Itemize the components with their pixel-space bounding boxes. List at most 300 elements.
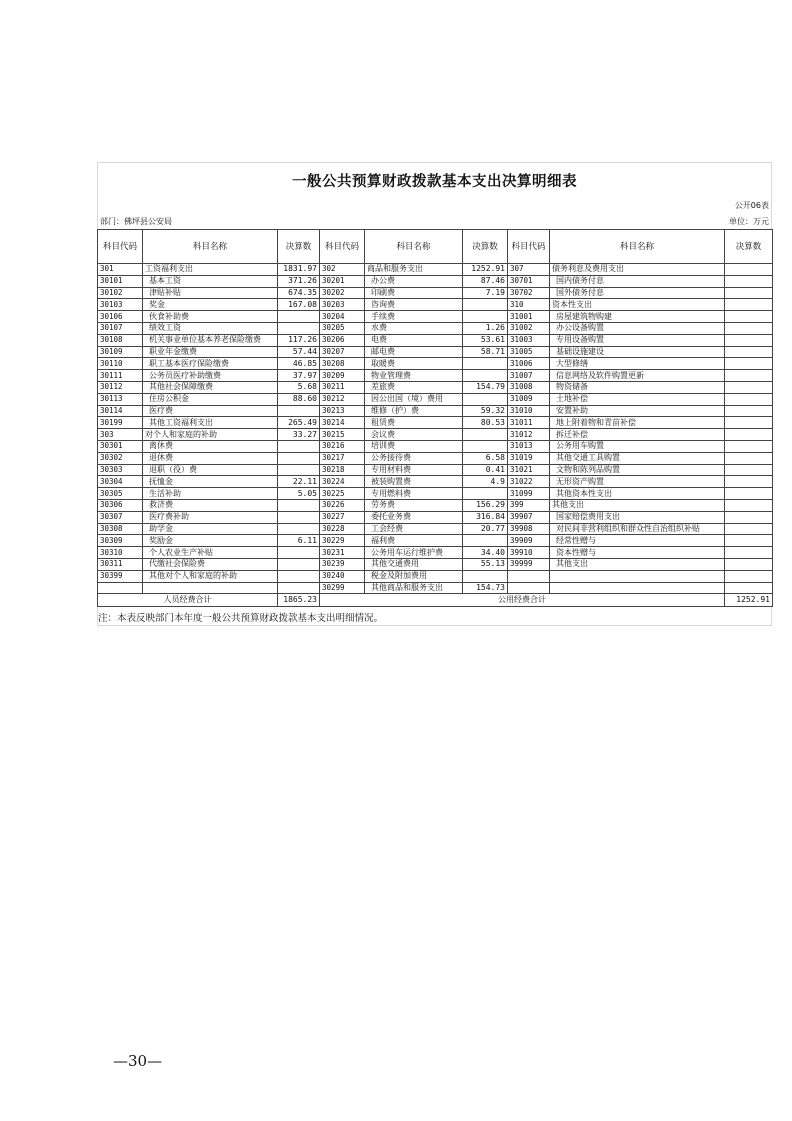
cell-amount-3 — [725, 535, 773, 547]
cell-amount-1 — [278, 582, 320, 594]
cell-name-3: 无形资产购置 — [550, 476, 725, 488]
cell-code-1: 30304 — [98, 476, 143, 488]
cell-amount-1: 167.08 — [278, 299, 320, 311]
cell-amount-2: 58.71 — [463, 346, 508, 358]
cell-code-2: 30209 — [320, 370, 365, 382]
cell-name-2: 会议费 — [365, 429, 463, 441]
cell-amount-2: 7.19 — [463, 287, 508, 299]
table-row — [98, 311, 773, 323]
cell-amount-3 — [725, 346, 773, 358]
cell-code-1: 30112 — [98, 381, 143, 393]
cell-name-1: 其他对个人和家庭的补助 — [143, 570, 278, 582]
cell-amount-1: 5.05 — [278, 488, 320, 500]
cell-amount-2: 1.26 — [463, 322, 508, 334]
cell-code-2: 30229 — [320, 535, 365, 547]
cell-amount-3 — [725, 488, 773, 500]
public-total-value: 1252.91 — [725, 594, 773, 607]
cell-code-2: 30201 — [320, 275, 365, 287]
cell-amount-2 — [463, 440, 508, 452]
department-label: 部门：佛坪县公安局 — [100, 216, 172, 226]
cell-name-2: 委托业务费 — [365, 511, 463, 523]
cell-code-1: 30114 — [98, 405, 143, 417]
cell-amount-3 — [725, 582, 773, 594]
table-row — [98, 464, 773, 476]
cell-amount-2: 34.40 — [463, 547, 508, 559]
table-row — [98, 440, 773, 452]
table-row — [98, 558, 773, 570]
header-code-3: 科目代码 — [508, 230, 550, 264]
department-row — [97, 213, 772, 229]
cell-code-2: 30214 — [320, 417, 365, 429]
cell-code-1: 301 — [98, 264, 143, 276]
cell-code-1: 30102 — [98, 287, 143, 299]
header-code-2: 科目代码 — [320, 230, 365, 264]
cell-amount-1: 1831.97 — [278, 264, 320, 276]
cell-name-3: 大型修缮 — [550, 358, 725, 370]
cell-code-3: 31011 — [508, 417, 550, 429]
header-code-1: 科目代码 — [98, 230, 143, 264]
cell-code-3: 30701 — [508, 275, 550, 287]
cell-amount-2: 316.84 — [463, 511, 508, 523]
cell-code-3: 30702 — [508, 287, 550, 299]
cell-name-2: 税金及附加费用 — [365, 570, 463, 582]
cell-code-3: 31007 — [508, 370, 550, 382]
table-row — [98, 322, 773, 334]
cell-code-3: 31008 — [508, 381, 550, 393]
table-row — [98, 452, 773, 464]
cell-code-3: 31022 — [508, 476, 550, 488]
cell-code-2: 30207 — [320, 346, 365, 358]
cell-amount-2: 4.9 — [463, 476, 508, 488]
cell-name-2: 印刷费 — [365, 287, 463, 299]
cell-code-2: 30202 — [320, 287, 365, 299]
cell-code-3: 39909 — [508, 535, 550, 547]
cell-code-1: 30311 — [98, 558, 143, 570]
cell-name-2: 取暖费 — [365, 358, 463, 370]
cell-code-1: 30106 — [98, 311, 143, 323]
header-amount-2: 决算数 — [463, 230, 508, 264]
cell-code-3: 31003 — [508, 334, 550, 346]
cell-amount-3 — [725, 476, 773, 488]
cell-name-1 — [143, 582, 278, 594]
cell-amount-3 — [725, 311, 773, 323]
cell-code-1: 30199 — [98, 417, 143, 429]
cell-name-3: 土地补偿 — [550, 393, 725, 405]
cell-amount-2 — [463, 393, 508, 405]
cell-name-1: 绩效工资 — [143, 322, 278, 334]
cell-name-3: 其他交通工具购置 — [550, 452, 725, 464]
cell-code-3: 31013 — [508, 440, 550, 452]
cell-amount-3 — [725, 570, 773, 582]
cell-code-3: 31010 — [508, 405, 550, 417]
unit-label: 单位：万元 — [729, 216, 769, 226]
cell-amount-1 — [278, 547, 320, 559]
cell-code-1: 30302 — [98, 452, 143, 464]
cell-amount-3 — [725, 264, 773, 276]
table-row — [98, 264, 773, 276]
cell-name-2: 培训费 — [365, 440, 463, 452]
cell-amount-3 — [725, 370, 773, 382]
cell-name-2: 商品和服务支出 — [365, 264, 463, 276]
cell-name-3 — [550, 570, 725, 582]
table-row — [98, 358, 773, 370]
cell-name-3: 公务用车购置 — [550, 440, 725, 452]
cell-code-3: 39907 — [508, 511, 550, 523]
cell-amount-1 — [278, 570, 320, 582]
title-box — [97, 162, 772, 197]
cell-code-2: 30239 — [320, 558, 365, 570]
cell-amount-2: 87.46 — [463, 275, 508, 287]
cell-name-3: 信息网络及软件购置更新 — [550, 370, 725, 382]
cell-name-2: 邮电费 — [365, 346, 463, 358]
cell-amount-3 — [725, 334, 773, 346]
cell-code-1: 30309 — [98, 535, 143, 547]
page-title: 一般公共预算财政拨款基本支出决算明细表 — [292, 172, 577, 190]
cell-amount-3 — [725, 322, 773, 334]
cell-code-1: 303 — [98, 429, 143, 441]
cell-name-2: 物业管理费 — [365, 370, 463, 382]
cell-amount-2: 154.79 — [463, 381, 508, 393]
cell-name-3: 文物和陈列品购置 — [550, 464, 725, 476]
header-name-3: 科目名称 — [550, 230, 725, 264]
cell-code-2: 30216 — [320, 440, 365, 452]
cell-code-1: 30301 — [98, 440, 143, 452]
cell-code-2: 30299 — [320, 582, 365, 594]
cell-amount-2 — [463, 370, 508, 382]
cell-code-2: 30213 — [320, 405, 365, 417]
cell-name-2: 其他商品和服务支出 — [365, 582, 463, 594]
cell-amount-1: 57.44 — [278, 346, 320, 358]
cell-name-3: 国家赔偿费用支出 — [550, 511, 725, 523]
cell-code-3: 31099 — [508, 488, 550, 500]
cell-name-3: 基础设施建设 — [550, 346, 725, 358]
header-name-2: 科目名称 — [365, 230, 463, 264]
cell-amount-2: 6.58 — [463, 452, 508, 464]
cell-code-2: 30227 — [320, 511, 365, 523]
table-row — [98, 535, 773, 547]
cell-name-1: 奖励金 — [143, 535, 278, 547]
table-row — [98, 547, 773, 559]
cell-name-1: 对个人和家庭的补助 — [143, 429, 278, 441]
header-name-1: 科目名称 — [143, 230, 278, 264]
cell-code-1: 30108 — [98, 334, 143, 346]
cell-code-2: 302 — [320, 264, 365, 276]
cell-name-1: 退职（役）费 — [143, 464, 278, 476]
cell-code-3: 31021 — [508, 464, 550, 476]
cell-code-1 — [98, 582, 143, 594]
cell-code-2: 30218 — [320, 464, 365, 476]
cell-code-1: 30303 — [98, 464, 143, 476]
cell-code-2: 30231 — [320, 547, 365, 559]
cell-name-1: 津贴补贴 — [143, 287, 278, 299]
cell-name-1: 生活补助 — [143, 488, 278, 500]
cell-name-3: 安置补助 — [550, 405, 725, 417]
cell-name-3: 其他支出 — [550, 499, 725, 511]
cell-name-3: 资本性赠与 — [550, 547, 725, 559]
cell-name-2: 劳务费 — [365, 499, 463, 511]
cell-name-1: 职工基本医疗保险缴费 — [143, 358, 278, 370]
cell-amount-1: 5.68 — [278, 381, 320, 393]
cell-code-1: 30111 — [98, 370, 143, 382]
cell-name-2: 水费 — [365, 322, 463, 334]
cell-code-3: 39908 — [508, 523, 550, 535]
cell-code-1: 30306 — [98, 499, 143, 511]
cell-amount-1: 88.60 — [278, 393, 320, 405]
table-row — [98, 299, 773, 311]
table-row — [98, 429, 773, 441]
cell-amount-1 — [278, 405, 320, 417]
cell-code-1: 30305 — [98, 488, 143, 500]
table-row — [98, 417, 773, 429]
cell-name-1: 职业年金缴费 — [143, 346, 278, 358]
table-row — [98, 488, 773, 500]
cell-amount-3 — [725, 275, 773, 287]
cell-name-3: 国外债务付息 — [550, 287, 725, 299]
cell-name-3: 物资储备 — [550, 381, 725, 393]
cell-code-3: 399 — [508, 499, 550, 511]
table-row — [98, 393, 773, 405]
cell-name-1: 抚恤金 — [143, 476, 278, 488]
cell-code-3: 31009 — [508, 393, 550, 405]
cell-amount-1: 22.11 — [278, 476, 320, 488]
cell-name-2: 专用材料费 — [365, 464, 463, 476]
cell-amount-3 — [725, 452, 773, 464]
cell-amount-2: 20.77 — [463, 523, 508, 535]
cell-name-1: 机关事业单位基本养老保险缴费 — [143, 334, 278, 346]
cell-code-2: 30212 — [320, 393, 365, 405]
cell-name-3 — [550, 582, 725, 594]
cell-name-1: 个人农业生产补贴 — [143, 547, 278, 559]
cell-amount-2 — [463, 429, 508, 441]
cell-name-1: 离休费 — [143, 440, 278, 452]
cell-name-1: 医疗费补助 — [143, 511, 278, 523]
cell-name-3: 资本性支出 — [550, 299, 725, 311]
cell-code-3: 31001 — [508, 311, 550, 323]
cell-name-1: 其他工资福利支出 — [143, 417, 278, 429]
cell-amount-3 — [725, 558, 773, 570]
cell-name-1: 医疗费 — [143, 405, 278, 417]
cell-code-2: 30226 — [320, 499, 365, 511]
cell-code-2: 30203 — [320, 299, 365, 311]
cell-amount-1 — [278, 311, 320, 323]
cell-code-1: 30110 — [98, 358, 143, 370]
cell-amount-3 — [725, 464, 773, 476]
cell-code-3: 39910 — [508, 547, 550, 559]
cell-name-1: 救济费 — [143, 499, 278, 511]
header-row — [98, 230, 773, 264]
cell-name-3: 专用设备购置 — [550, 334, 725, 346]
cell-code-2: 30205 — [320, 322, 365, 334]
cell-amount-2: 156.29 — [463, 499, 508, 511]
cell-code-2: 30211 — [320, 381, 365, 393]
cell-code-2: 30228 — [320, 523, 365, 535]
cell-amount-2: 59.32 — [463, 405, 508, 417]
cell-amount-3 — [725, 499, 773, 511]
cell-amount-1 — [278, 440, 320, 452]
cell-amount-3 — [725, 393, 773, 405]
cell-code-2: 30215 — [320, 429, 365, 441]
table-row — [98, 476, 773, 488]
cell-amount-3 — [725, 287, 773, 299]
cell-name-2: 因公出国（境）费用 — [365, 393, 463, 405]
cell-name-3: 办公设备购置 — [550, 322, 725, 334]
table-row — [98, 381, 773, 393]
cell-name-3: 其他资本性支出 — [550, 488, 725, 500]
cell-code-3: 39999 — [508, 558, 550, 570]
cell-amount-1 — [278, 558, 320, 570]
public-total-label: 公用经费合计 — [320, 594, 725, 607]
cell-name-2: 工会经费 — [365, 523, 463, 535]
cell-name-3: 房屋建筑物购建 — [550, 311, 725, 323]
cell-amount-1: 33.27 — [278, 429, 320, 441]
cell-code-2: 30208 — [320, 358, 365, 370]
cell-amount-1: 117.26 — [278, 334, 320, 346]
table-row — [98, 523, 773, 535]
cell-code-1: 30103 — [98, 299, 143, 311]
cell-code-2: 30225 — [320, 488, 365, 500]
page-number: —30— — [113, 1052, 163, 1070]
cell-amount-3 — [725, 405, 773, 417]
cell-amount-2: 80.53 — [463, 417, 508, 429]
cell-name-1: 退休费 — [143, 452, 278, 464]
cell-code-1: 30307 — [98, 511, 143, 523]
cell-amount-2 — [463, 358, 508, 370]
cell-amount-3 — [725, 417, 773, 429]
cell-amount-2 — [463, 299, 508, 311]
table-row — [98, 405, 773, 417]
cell-name-1: 伙食补助费 — [143, 311, 278, 323]
cell-name-3: 拆迁补偿 — [550, 429, 725, 441]
cell-name-1: 助学金 — [143, 523, 278, 535]
header-amount-1: 决算数 — [278, 230, 320, 264]
detail-table — [97, 229, 773, 607]
cell-code-2: 30224 — [320, 476, 365, 488]
cell-code-1: 30101 — [98, 275, 143, 287]
cell-amount-3 — [725, 429, 773, 441]
cell-code-3: 31019 — [508, 452, 550, 464]
cell-code-2: 30240 — [320, 570, 365, 582]
cell-name-2: 咨询费 — [365, 299, 463, 311]
table-row — [98, 334, 773, 346]
cell-name-2: 手续费 — [365, 311, 463, 323]
cell-name-1: 其他社会保障缴费 — [143, 381, 278, 393]
cell-amount-1: 371.26 — [278, 275, 320, 287]
budget-sheet — [97, 162, 772, 626]
cell-name-3: 债务利息及费用支出 — [550, 264, 725, 276]
cell-amount-1 — [278, 523, 320, 535]
cell-amount-2 — [463, 535, 508, 547]
cell-name-2: 福利费 — [365, 535, 463, 547]
cell-code-3: 31002 — [508, 322, 550, 334]
cell-amount-2 — [463, 311, 508, 323]
cell-name-2: 其他交通费用 — [365, 558, 463, 570]
footnote: 注：本表反映部门本年度一般公共预算财政拨款基本支出明细情况。 — [97, 607, 772, 626]
cell-code-2: 30204 — [320, 311, 365, 323]
cell-amount-1: 265.49 — [278, 417, 320, 429]
header-amount-3: 决算数 — [725, 230, 773, 264]
cell-amount-3 — [725, 523, 773, 535]
cell-name-3: 国内债务付息 — [550, 275, 725, 287]
cell-code-1: 30109 — [98, 346, 143, 358]
table-row — [98, 499, 773, 511]
cell-name-1: 代缴社会保险费 — [143, 558, 278, 570]
cell-amount-3 — [725, 299, 773, 311]
cell-amount-2: 1252.91 — [463, 264, 508, 276]
cell-amount-3 — [725, 440, 773, 452]
cell-code-3: 310 — [508, 299, 550, 311]
cell-name-3: 其他支出 — [550, 558, 725, 570]
cell-name-1: 公务员医疗补助缴费 — [143, 370, 278, 382]
cell-name-2: 租赁费 — [365, 417, 463, 429]
cell-amount-1 — [278, 322, 320, 334]
cell-name-1: 奖金 — [143, 299, 278, 311]
cell-code-1: 30113 — [98, 393, 143, 405]
personnel-total-value: 1865.23 — [278, 594, 320, 607]
cell-amount-1: 6.11 — [278, 535, 320, 547]
cell-amount-2: 154.73 — [463, 582, 508, 594]
cell-amount-2: 55.13 — [463, 558, 508, 570]
cell-code-3: 307 — [508, 264, 550, 276]
cell-name-2: 被装购置费 — [365, 476, 463, 488]
cell-amount-3 — [725, 381, 773, 393]
table-body — [98, 264, 773, 594]
cell-amount-1 — [278, 452, 320, 464]
cell-code-2: 30206 — [320, 334, 365, 346]
cell-amount-1: 46.85 — [278, 358, 320, 370]
cell-name-1: 住房公积金 — [143, 393, 278, 405]
cell-code-3: 31012 — [508, 429, 550, 441]
cell-name-3: 地上附着物和青苗补偿 — [550, 417, 725, 429]
cell-name-2: 公务用车运行维护费 — [365, 547, 463, 559]
cell-name-1: 工资福利支出 — [143, 264, 278, 276]
form-number: 公开06表 — [734, 200, 769, 210]
cell-amount-1: 37.97 — [278, 370, 320, 382]
cell-code-3: 31006 — [508, 358, 550, 370]
cell-amount-3 — [725, 358, 773, 370]
table-row — [98, 570, 773, 582]
table-row — [98, 370, 773, 382]
cell-amount-2: 0.41 — [463, 464, 508, 476]
cell-amount-1 — [278, 464, 320, 476]
table-row — [98, 346, 773, 358]
cell-name-2: 公务接待费 — [365, 452, 463, 464]
cell-name-2: 专用燃料费 — [365, 488, 463, 500]
personnel-total-label: 人员经费合计 — [98, 594, 278, 607]
cell-amount-3 — [725, 547, 773, 559]
cell-amount-1: 674.35 — [278, 287, 320, 299]
cell-code-3 — [508, 570, 550, 582]
cell-amount-1 — [278, 511, 320, 523]
cell-name-2: 维修（护）费 — [365, 405, 463, 417]
cell-amount-3 — [725, 511, 773, 523]
cell-name-3: 对民间非营利组织和群众性自治组织补贴 — [550, 523, 725, 535]
cell-name-2: 办公费 — [365, 275, 463, 287]
cell-code-1: 30308 — [98, 523, 143, 535]
cell-code-2: 30217 — [320, 452, 365, 464]
cell-code-3 — [508, 582, 550, 594]
cell-code-1: 30310 — [98, 547, 143, 559]
cell-amount-2: 53.61 — [463, 334, 508, 346]
table-row — [98, 511, 773, 523]
table-row — [98, 287, 773, 299]
cell-code-3: 31005 — [508, 346, 550, 358]
cell-amount-2 — [463, 570, 508, 582]
cell-name-2: 差旅费 — [365, 381, 463, 393]
table-row — [98, 582, 773, 594]
form-number-row — [97, 197, 772, 213]
cell-amount-1 — [278, 499, 320, 511]
table-row — [98, 275, 773, 287]
